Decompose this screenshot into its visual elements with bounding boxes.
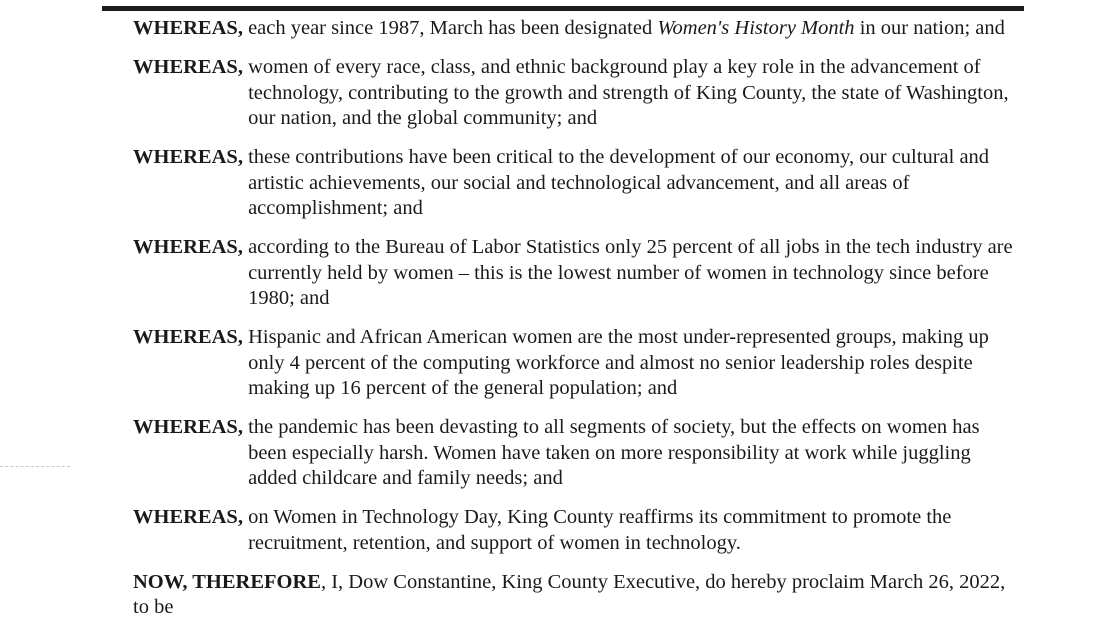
whereas-clause-3 [133,145,1013,222]
whereas-text: on Women in Technology Day, King County reaffirms its commitment to promote the recruitment, retention, and support of women in technology. [248,506,952,554]
whereas-keyword: WHEREAS, [133,326,243,348]
womens-history-month-emphasis: Women's History Month [657,17,855,39]
whereas-keyword: WHEREAS, [133,17,249,39]
whereas-text: the pandemic has been devasting to all segments of society, but the effects on women has been especially harsh. Women have taken on more responsibility at work while juggling added childcare and family needs; and [248,416,980,489]
whereas-text: according to the Bureau of Labor Statistics only 25 percent of all jobs in the tech industry are currently held by women – this is the lowest number of women in technology since before 1980; and [248,236,1013,309]
whereas-text: women of every race, class, and ethnic background play a key role in the advancement of technology, contributing to the growth and strength of King County, the state of Washington, our nation, and the global community; and [248,56,1009,129]
whereas-text: these contributions have been critical to the development of our economy, our cultural and artistic achievements, our social and technological advancement, and all areas of accomplishment; and [248,146,990,219]
whereas-keyword: WHEREAS, [133,56,249,78]
top-rule-divider [102,6,1024,11]
whereas-keyword: WHEREAS, [133,236,243,258]
whereas-keyword: WHEREAS, [133,416,249,438]
whereas-clause-7 [133,505,1013,556]
proclamation-statement [133,570,1013,621]
whereas-clause-5 [133,325,1013,402]
whereas-keyword: WHEREAS, [133,146,249,168]
whereas-clause-2 [133,55,1013,132]
proclamation-text: , I, Dow Constantine, King County Executive, do hereby proclaim March 26, 2022, to be [133,570,1006,618]
whereas-clause-6 [133,415,1013,492]
whereas-text: each year since 1987, March has been designated Women's History Month in our nation; and [248,17,1005,39]
whereas-clause-4 [133,235,1013,312]
whereas-clause-1 [133,16,1013,42]
whereas-keyword: WHEREAS, [133,506,249,528]
scan-margin-mark [0,466,70,468]
now-therefore-keyword: NOW, THEREFORE [133,570,321,593]
whereas-text: Hispanic and African American women are the most under-represented groups, making up only 4 percent of the computing workforce and almost no senior leadership roles despite making up 16 percent of the general population; and [248,326,989,399]
proclamation-body [133,16,1013,621]
